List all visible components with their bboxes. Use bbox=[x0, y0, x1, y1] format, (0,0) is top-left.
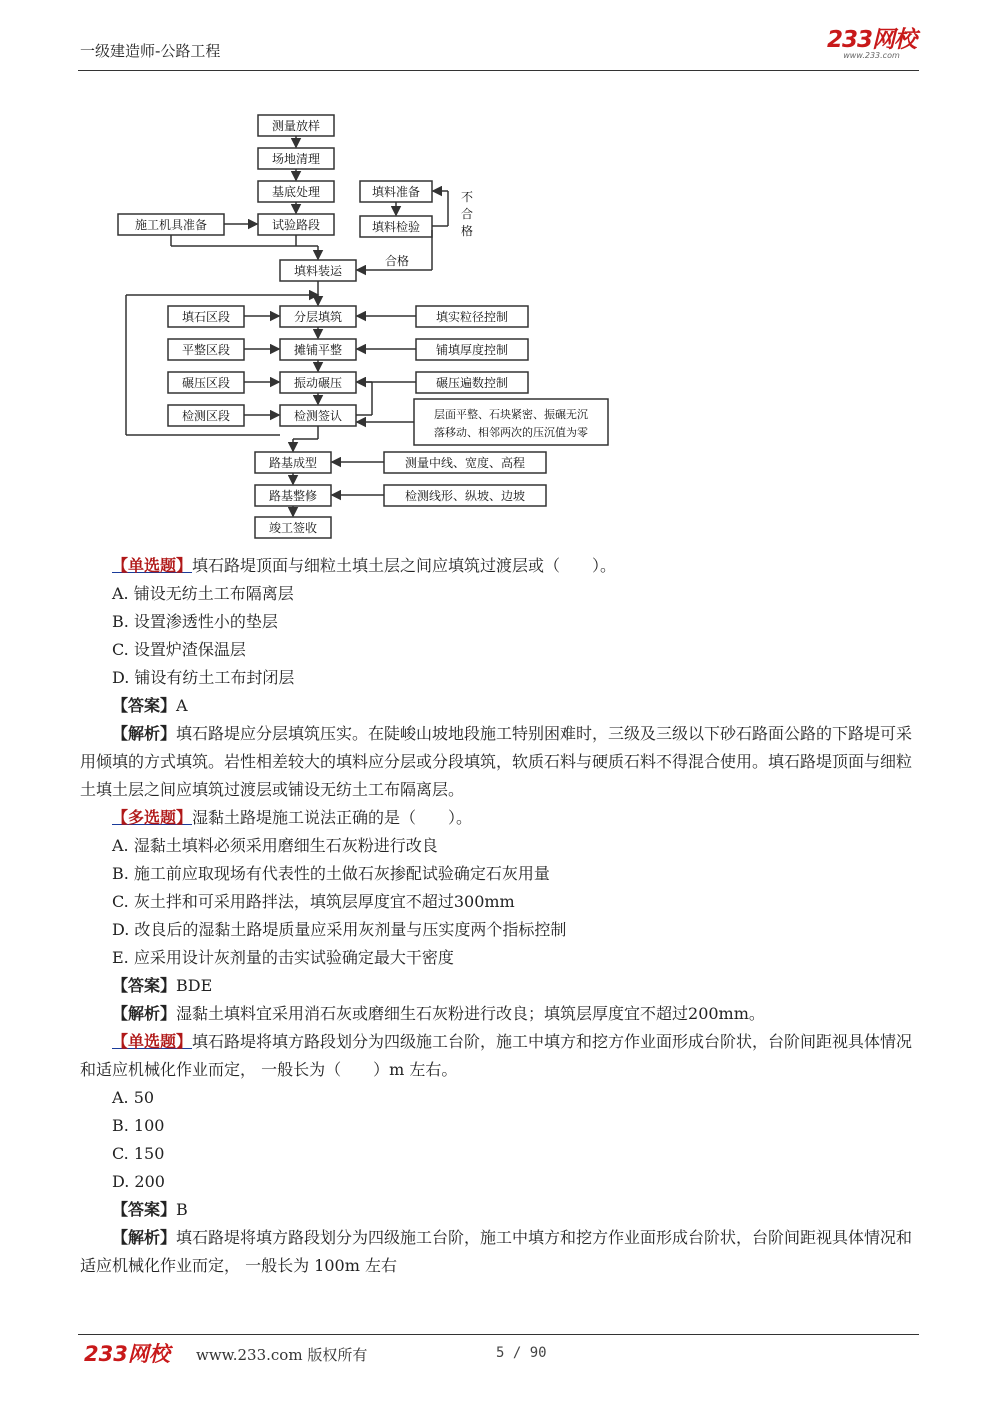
flow-node-fill-prep: 填料准备 bbox=[371, 185, 421, 199]
question-3-stem: 填石路堤将填方路段划分为四级施工台阶，施工中填方和挖方作业面形成台阶状，台阶间距视具体情况和适应机械化作业而定， 一般长为（ ）m 左右。 bbox=[80, 1032, 913, 1079]
page-number: 5 / 90 bbox=[496, 1345, 547, 1361]
header-divider bbox=[78, 70, 919, 71]
question-2-option-d: D. 改良后的湿黏土路堤质量应采用灰剂量与压实度两个指标控制 bbox=[112, 920, 567, 939]
flow-label-fail-3: 格 bbox=[460, 224, 474, 238]
flow-node-criteria-line2: 落移动、相邻两次的压沉值为零 bbox=[434, 426, 588, 439]
question-1-answer-value: A bbox=[176, 696, 188, 715]
question-2-answer-value: BDE bbox=[176, 976, 213, 995]
construction-flowchart bbox=[110, 105, 630, 543]
question-3-analysis-label: 【解析】 bbox=[112, 1228, 177, 1247]
flow-node-thickness-control: 铺填厚度控制 bbox=[435, 343, 509, 357]
flow-node-inspection-zone: 检测区段 bbox=[181, 409, 231, 423]
flow-node-vibratory-compaction: 振动碾压 bbox=[293, 376, 343, 390]
question-1-option-d: D. 铺设有纺土工布封闭层 bbox=[112, 668, 295, 687]
question-1-type-tag: 【单选题】 bbox=[112, 556, 193, 575]
question-2-answer bbox=[112, 972, 212, 1000]
flow-node-subgrade-forming: 路基成型 bbox=[268, 456, 318, 470]
question-2-stem: 湿黏土路堤施工说法正确的是（ ）。 bbox=[192, 808, 473, 827]
question-2-option-e: E. 应采用设计灰剂量的击实试验确定最大干密度 bbox=[112, 948, 454, 967]
flow-label-pass: 合格 bbox=[384, 254, 410, 268]
flow-node-layered-fill: 分层填筑 bbox=[293, 310, 343, 324]
flow-node-fill-transport: 填料装运 bbox=[293, 264, 343, 278]
flow-node-fill-zone: 填石区段 bbox=[181, 310, 231, 324]
question-1-option-b: B. 设置渗透性小的垫层 bbox=[112, 612, 278, 631]
flow-node-spreading: 摊铺平整 bbox=[293, 343, 343, 357]
question-1-option-a: A. 铺设无纺土工布隔离层 bbox=[112, 584, 294, 603]
question-2-stem-line bbox=[112, 804, 472, 832]
flow-node-base-treatment: 基底处理 bbox=[271, 185, 321, 199]
brand-logo-text: 233网校 bbox=[826, 27, 916, 53]
question-1-stem: 填石路堤顶面与细粒土填土层之间应填筑过渡层或（ ）。 bbox=[192, 556, 617, 575]
flow-node-survey: 测量放样 bbox=[271, 119, 321, 133]
footer-brand-logo: 233网校 bbox=[84, 1342, 170, 1366]
question-1-stem-line bbox=[112, 552, 616, 580]
flow-node-inspection: 检测签认 bbox=[293, 409, 343, 423]
flow-node-equipment-prep: 施工机具准备 bbox=[134, 218, 208, 232]
question-3-type-tag: 【单选题】 bbox=[112, 1032, 193, 1051]
flow-node-trial-section: 试验路段 bbox=[271, 218, 321, 232]
question-2-option-c: C. 灰土拌和可采用路拌法，填筑层厚度宜不超过300mm bbox=[112, 892, 515, 911]
flow-label-fail-2: 合 bbox=[460, 207, 474, 221]
question-3-option-b: B. 100 bbox=[112, 1116, 165, 1135]
question-3-analysis bbox=[80, 1224, 916, 1280]
question-3-answer-label: 【答案】 bbox=[112, 1200, 177, 1219]
question-2-option-a: A. 湿黏土填料必须采用磨细生石灰粉进行改良 bbox=[112, 836, 438, 855]
question-1-answer-label: 【答案】 bbox=[112, 696, 177, 715]
brand-logo bbox=[827, 29, 916, 60]
flow-node-completion: 竣工签收 bbox=[268, 521, 318, 535]
question-1-analysis-text: 填石路堤应分层填筑压实。在陡峻山坡地段施工特别困难时，三级及三级以下砂石路面公路的下路堤可采用倾填的方式填筑。岩性相差较大的填料应分层或分段填筑，软质石料与硬质石料不得混合使用。填石路堤顶面与细粒土填土层之间应填筑过渡层或铺设无纺土工布隔离层。 bbox=[80, 724, 913, 799]
flow-node-site-clearing: 场地清理 bbox=[271, 152, 321, 166]
question-1-analysis-label: 【解析】 bbox=[112, 724, 177, 743]
question-2-analysis-label: 【解析】 bbox=[112, 1004, 177, 1023]
question-3-option-a: A. 50 bbox=[112, 1088, 155, 1107]
question-2-analysis bbox=[112, 1000, 765, 1028]
flow-node-alignment-check: 检测线形、纵坡、边坡 bbox=[404, 489, 526, 503]
flow-node-subgrade-trimming: 路基整修 bbox=[268, 489, 318, 503]
question-2-type-tag: 【多选题】 bbox=[112, 808, 193, 827]
flow-node-compaction-zone: 碾压区段 bbox=[181, 376, 231, 390]
question-3-stem-line bbox=[80, 1028, 916, 1084]
question-3-analysis-text: 填石路堤将填方路段划分为四级施工台阶，施工中填方和挖方作业面形成台阶状，台阶间距视具体情况和适应机械化作业而定， 一般长为 100m 左右 bbox=[80, 1228, 913, 1275]
flow-node-survey-check: 测量中线、宽度、高程 bbox=[404, 456, 526, 470]
flow-node-fill-check: 填料检验 bbox=[371, 220, 421, 234]
question-1-answer bbox=[112, 692, 188, 720]
question-2-answer-label: 【答案】 bbox=[112, 976, 177, 995]
question-3-option-d: D. 200 bbox=[112, 1172, 165, 1191]
flow-node-pass-count-control: 碾压遍数控制 bbox=[435, 376, 509, 390]
flow-node-size-control: 填实粒径控制 bbox=[435, 310, 509, 324]
footer-copyright: www.233.com 版权所有 bbox=[196, 1346, 368, 1364]
question-3-answer-value: B bbox=[176, 1200, 188, 1219]
question-2-option-b: B. 施工前应取现场有代表性的土做石灰掺配试验确定石灰用量 bbox=[112, 864, 550, 883]
flow-label-fail-1: 不 bbox=[460, 190, 474, 204]
question-3-option-c: C. 150 bbox=[112, 1144, 165, 1163]
flow-node-criteria-line1: 层面平整、石块紧密、振碾无沉 bbox=[434, 408, 588, 421]
document-header-title: 一级建造师-公路工程 bbox=[80, 42, 221, 60]
question-3-answer bbox=[112, 1196, 188, 1224]
question-2-analysis-text: 湿黏土填料宜采用消石灰或磨细生石灰粉进行改良；填筑层厚度宜不超过200mm。 bbox=[176, 1004, 765, 1023]
brand-url: www.233.com bbox=[843, 51, 900, 60]
footer-divider bbox=[78, 1334, 919, 1335]
flow-node-leveling-zone: 平整区段 bbox=[181, 343, 231, 357]
question-1-analysis bbox=[80, 720, 916, 804]
question-1-option-c: C. 设置炉渣保温层 bbox=[112, 640, 246, 659]
